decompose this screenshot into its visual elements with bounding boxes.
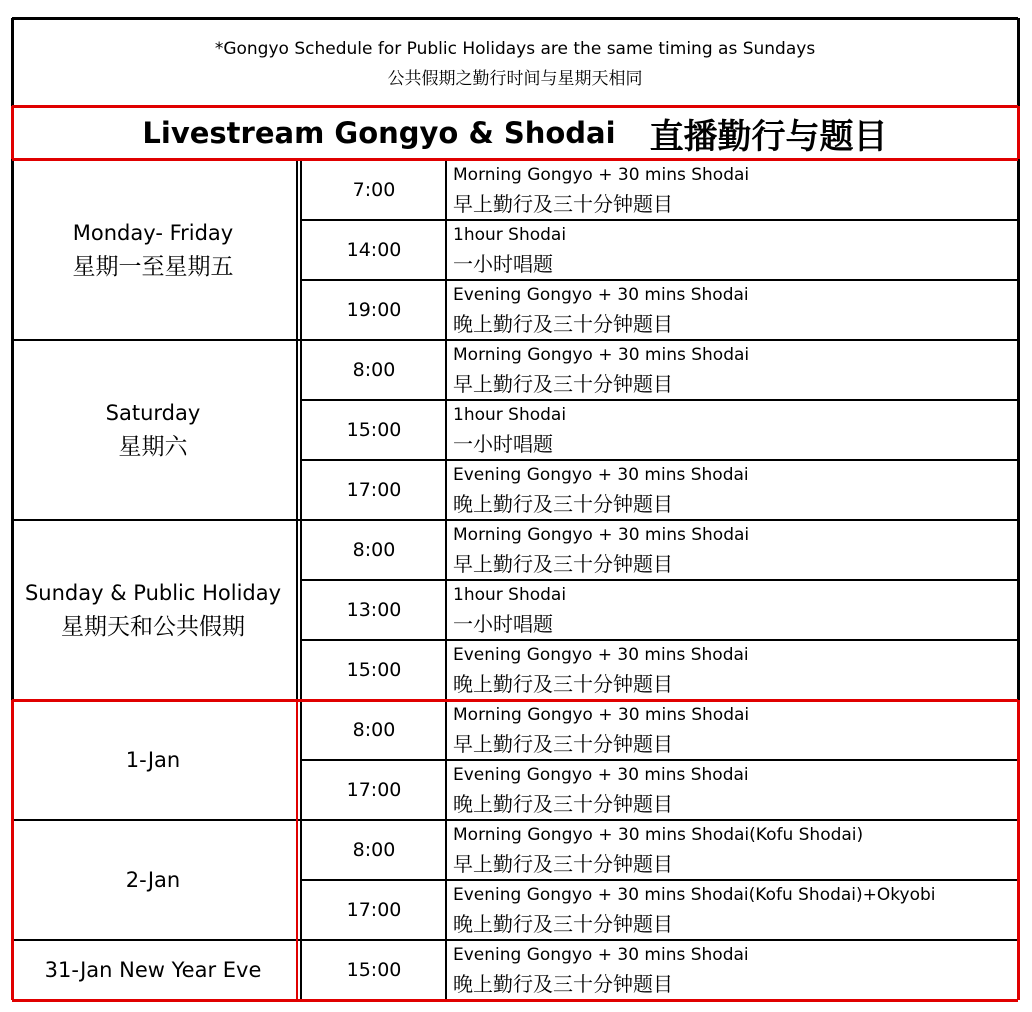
- title-english: Livestream Gongyo & Shodai: [142, 116, 616, 150]
- activity-english: Morning Gongyo + 30 mins Shodai(Kofu Shodai): [453, 825, 864, 845]
- title-highlight-left: [11, 106, 14, 159]
- activity-chinese: 早上勤行及三十分钟题目: [453, 852, 673, 876]
- day-label-chinese: 星期一至星期五: [72, 254, 234, 280]
- activity-english: Morning Gongyo + 30 mins Shodai: [453, 525, 750, 545]
- activity-english: Evening Gongyo + 30 mins Shodai: [453, 465, 749, 485]
- time-cell: 15:00: [346, 419, 402, 441]
- activity-english: 1hour Shodai: [453, 225, 567, 245]
- day-cell: [12, 340, 294, 520]
- activity-chinese: 晚上勤行及三十分钟题目: [453, 972, 673, 996]
- activity-chinese: 早上勤行及三十分钟题目: [453, 192, 673, 216]
- activity-cell: [447, 521, 1016, 579]
- activity-cell: [447, 161, 1016, 219]
- day-label-chinese: 星期六: [118, 434, 188, 460]
- time-cell: 19:00: [346, 299, 402, 321]
- activity-cell: [447, 641, 1016, 699]
- activity-cell: [447, 221, 1016, 279]
- day-cell: [12, 820, 294, 940]
- time-cell: 8:00: [352, 719, 396, 741]
- activity-english: Evening Gongyo + 30 mins Shodai(Kofu Shodai)+Okyobi: [453, 885, 936, 905]
- activity-chinese: 早上勤行及三十分钟题目: [453, 372, 673, 396]
- activity-english: Morning Gongyo + 30 mins Shodai: [453, 345, 750, 365]
- time-cell: 17:00: [346, 479, 402, 501]
- day-label-english: 1-Jan: [125, 748, 181, 772]
- activity-english: Evening Gongyo + 30 mins Shodai: [453, 765, 749, 785]
- day-label-english: Monday- Friday: [72, 221, 234, 245]
- activity-english: Evening Gongyo + 30 mins Shodai: [453, 645, 749, 665]
- activity-chinese: 晚上勤行及三十分钟题目: [453, 912, 673, 936]
- time-cell: 14:00: [346, 239, 402, 261]
- title-highlight-top: [12, 105, 1018, 108]
- activity-cell: [447, 701, 1016, 759]
- activity-english: Evening Gongyo + 30 mins Shodai: [453, 285, 749, 305]
- activity-cell: [447, 401, 1016, 459]
- time-cell: 17:00: [346, 899, 402, 921]
- time-cell: 8:00: [352, 839, 396, 861]
- title-chinese: 直播勤行与题目: [649, 116, 888, 157]
- day-cell: [12, 700, 294, 820]
- activity-english: 1hour Shodai: [453, 585, 567, 605]
- time-cell: 8:00: [352, 539, 396, 561]
- day-cell: [12, 160, 294, 340]
- activity-chinese: 一小时唱题: [453, 612, 553, 636]
- activity-english: Morning Gongyo + 30 mins Shodai: [453, 705, 750, 725]
- time-cell: 15:00: [346, 959, 402, 981]
- day-label-chinese: 星期天和公共假期: [61, 614, 245, 640]
- activity-cell: [447, 281, 1016, 339]
- day-cell: [12, 520, 294, 700]
- day-cell: [12, 940, 294, 1000]
- page-title: [12, 107, 1018, 159]
- activity-chinese: 早上勤行及三十分钟题目: [453, 552, 673, 576]
- title-highlight-right: [1017, 106, 1020, 159]
- activity-cell: [447, 881, 1016, 939]
- activity-cell: [447, 341, 1016, 399]
- time-cell: 7:00: [352, 179, 396, 201]
- time-cell: 8:00: [352, 359, 396, 381]
- special-day-column-line: [296, 700, 298, 1000]
- activity-chinese: 晚上勤行及三十分钟题目: [453, 492, 673, 516]
- activity-chinese: 晚上勤行及三十分钟题目: [453, 792, 673, 816]
- activity-english: 1hour Shodai: [453, 405, 567, 425]
- time-cell: 15:00: [346, 659, 402, 681]
- day-label-english: Sunday & Public Holiday: [24, 581, 282, 605]
- day-label-english: Saturday: [105, 401, 201, 425]
- activity-cell: [447, 941, 1016, 999]
- note-chinese: 公共假期之勤行时间与星期天相同: [387, 69, 643, 89]
- activity-chinese: 一小时唱题: [453, 252, 553, 276]
- time-cell: 13:00: [346, 599, 402, 621]
- schedule-note: [12, 22, 1018, 106]
- activity-chinese: 晚上勤行及三十分钟题目: [453, 672, 673, 696]
- time-cell: 17:00: [346, 779, 402, 801]
- activity-chinese: 一小时唱题: [453, 432, 553, 456]
- note-english: *Gongyo Schedule for Public Holidays are the same timing as Sundays: [214, 39, 816, 59]
- special-highlight-right: [1017, 700, 1020, 1000]
- activity-cell: [447, 581, 1016, 639]
- activity-chinese: 早上勤行及三十分钟题目: [453, 732, 673, 756]
- activity-cell: [447, 461, 1016, 519]
- activity-english: Morning Gongyo + 30 mins Shodai: [453, 165, 750, 185]
- activity-cell: [447, 821, 1016, 879]
- activity-chinese: 晚上勤行及三十分钟题目: [453, 312, 673, 336]
- day-label-english: 31-Jan New Year Eve: [44, 958, 262, 982]
- frame-top-line: [12, 17, 1018, 20]
- activity-cell: [447, 761, 1016, 819]
- day-label-english: 2-Jan: [125, 868, 181, 892]
- activity-english: Evening Gongyo + 30 mins Shodai: [453, 945, 749, 965]
